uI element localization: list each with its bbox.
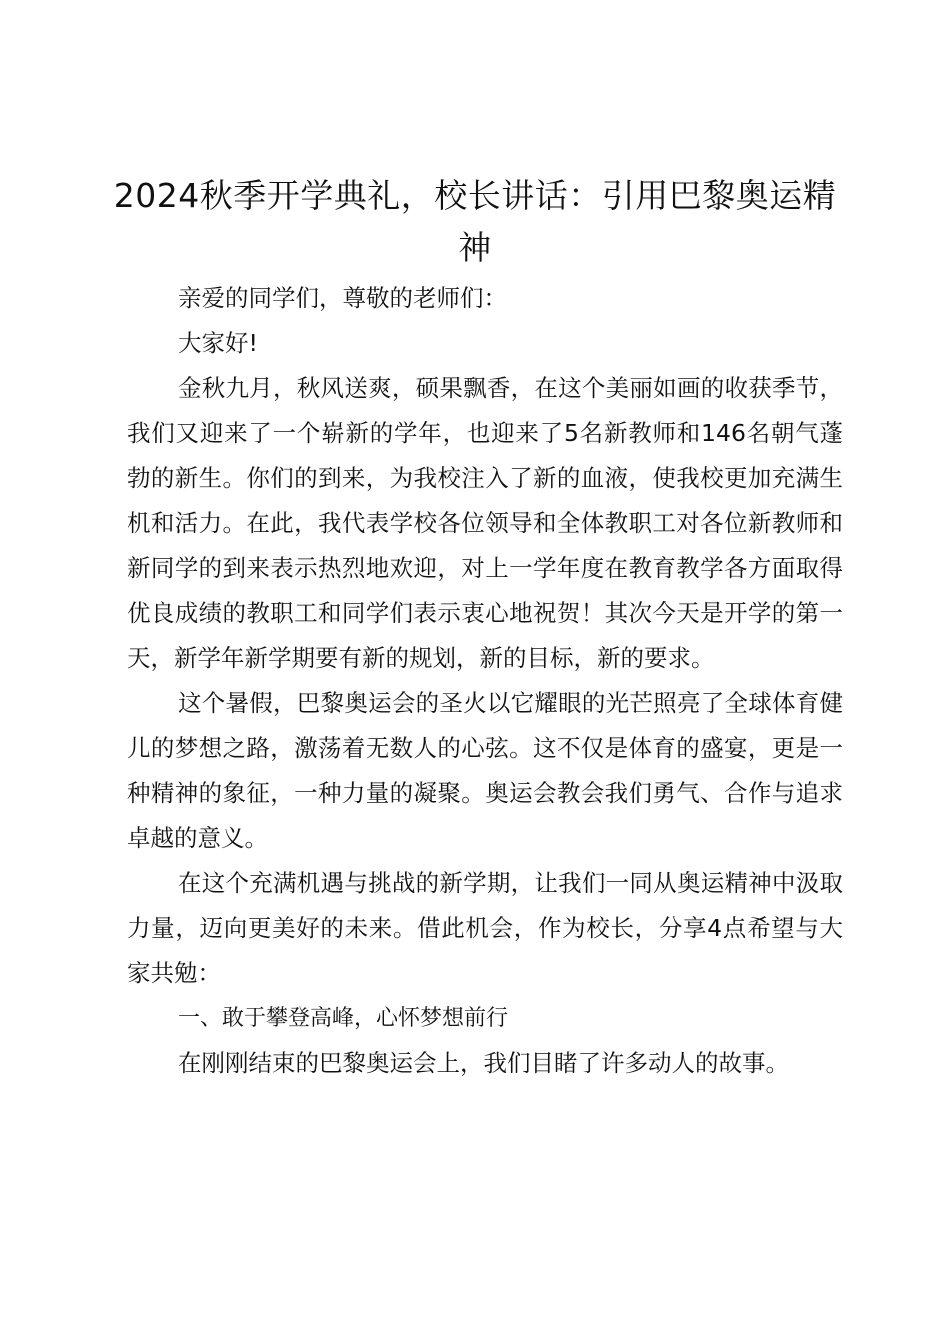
- section-1-paragraph: 在刚刚结束的巴黎奥运会上，我们目睹了许多动人的故事。: [178, 1049, 789, 1077]
- document-body: [127, 276, 843, 1086]
- hopes-intro-paragraph: 在这个充满机遇与挑战的新学期，让我们一同从奥运精神中汲取力量，迈向更美好的未来。借此机会，作为校长，分享4点希望与大家共勉：: [127, 869, 843, 987]
- olympics-paragraph: 这个暑假，巴黎奥运会的圣火以它耀眼的光芒照亮了全球体育健儿的梦想之路，激荡着无数人的心弦。这不仅是体育的盛宴，更是一种精神的象征，一种力量的凝聚。奥运会教会我们勇气、合作与追求卓越的意义。: [127, 689, 843, 852]
- greeting-paragraph: 大家好!: [178, 329, 258, 357]
- section-heading-1: 一、敢于攀登高峰，心怀梦想前行: [178, 1006, 509, 1031]
- document-title: 2024秋季开学典礼，校长讲话：引用巴黎奥运精神: [113, 176, 837, 267]
- salutation-paragraph: 亲爱的同学们，尊敬的老师们：: [178, 284, 507, 312]
- opening-paragraph: 金秋九月，秋风送爽，硕果飘香，在这个美丽如画的收获季节，我们又迎来了一个崭新的学年，也迎来了5名新教师和146名朝气蓬勃的新生。你们的到来，为我校注入了新的血液，使我校更加充满生机和活力。在此，我代表学校各位领导和全体教职工对各位新教师和新同学的到来表示热烈地欢迎，对上一学年度在教育教学各方面取得优良成绩的教职工和同学们表示衷心地祝贺！其次今天是开学的第一天，新学年新学期要有新的规划，新的目标，新的要求。: [127, 374, 843, 672]
